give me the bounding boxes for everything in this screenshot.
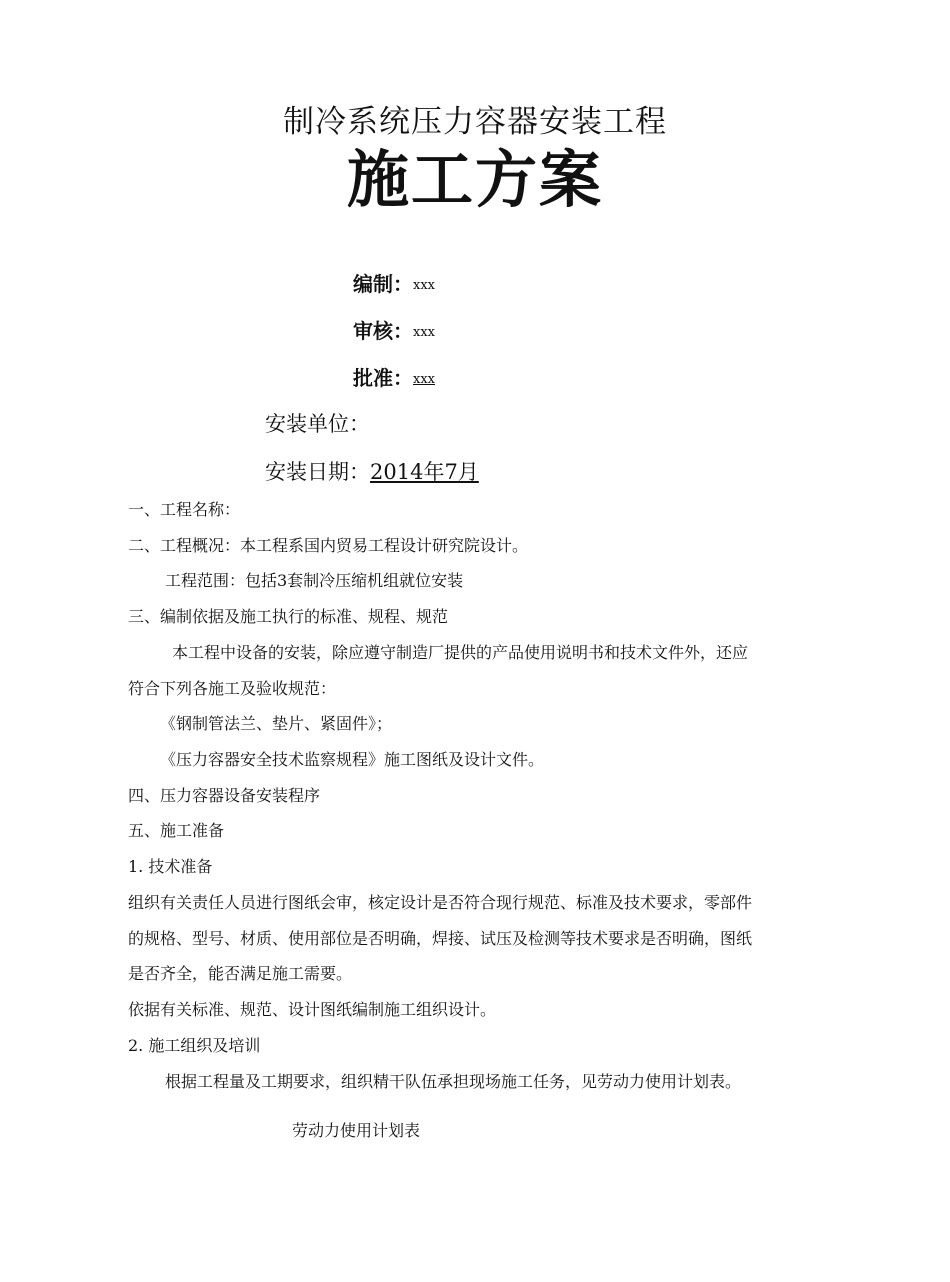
compile-line: [353, 268, 435, 297]
compile-label: 编制：: [353, 272, 413, 296]
paragraph-line: 根据工程量及工期要求，组织精干队伍承担现场施工任务，见劳动力使用计划表。: [165, 1072, 742, 1091]
standard-item: 《钢制管法兰、垫片、紧固件》；: [160, 714, 393, 733]
document-subtitle: 施工方案: [346, 143, 603, 216]
subsection-2-heading: 2. 施工组织及培训: [128, 1036, 261, 1055]
paragraph-line: 符合下列各施工及验收规范：: [128, 679, 337, 698]
section-4-heading: 四、压力容器设备安装程序: [128, 786, 321, 805]
scope-line: 工程范围：包括3套制冷压缩机组就位安装: [165, 571, 464, 590]
compile-value: xxx: [413, 278, 435, 293]
install-date-label: 安装日期：: [265, 460, 370, 484]
paragraph-line: 依据有关标准、规范、设计图纸编制施工组织设计。: [128, 1000, 497, 1019]
approve-line: [353, 362, 435, 391]
install-unit-label: 安装单位：: [265, 412, 370, 436]
paragraph-line: 是否齐全，能否满足施工需要。: [128, 964, 353, 983]
install-date-line: [265, 456, 479, 486]
section-1-heading: 一、工程名称：: [128, 500, 241, 519]
section-5-heading: 五、施工准备: [128, 821, 225, 840]
approve-value: xxx: [413, 372, 435, 387]
standard-item: 《压力容器安全技术监察规程》施工图纸及设计文件。: [160, 750, 545, 769]
review-line: [353, 315, 435, 344]
section-2-heading: 二、工程概况：本工程系国内贸易工程设计研究院设计。: [128, 536, 529, 555]
subsection-1-heading: 1. 技术准备: [128, 857, 213, 876]
paragraph-line: 本工程中设备的安装，除应遵守制造厂提供的产品使用说明书和技术文件外，还应: [172, 643, 749, 662]
install-date-value: 2014年7月: [370, 460, 479, 484]
review-label: 审核：: [353, 319, 413, 343]
paragraph-line: 的规格、型号、材质、使用部位是否明确，焊接、试压及检测等技术要求是否明确，图纸: [128, 929, 753, 948]
section-3-heading: 三、编制依据及施工执行的标准、规程、规范: [128, 607, 449, 626]
table-caption: 劳动力使用计划表: [292, 1121, 421, 1140]
document-title: 制冷系统压力容器安装工程: [283, 104, 667, 140]
paragraph-line: 组织有关责任人员进行图纸会审，核定设计是否符合现行规范、标准及技术要求，零部件: [128, 893, 753, 912]
approve-label: 批准：: [353, 366, 413, 390]
install-unit-line: [265, 408, 370, 438]
review-value: xxx: [413, 325, 435, 340]
